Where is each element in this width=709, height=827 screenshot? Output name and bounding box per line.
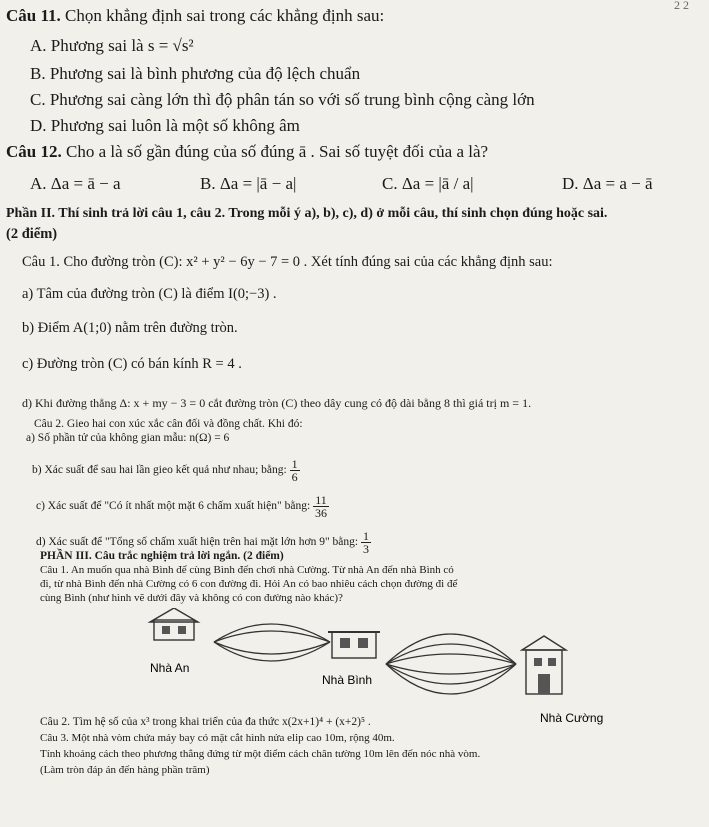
roads-binh-cuong [386,634,516,694]
part2-title: Phần II. Thí sinh trả lời câu 1, câu 2. Trong mỗi ý a), b), c), d) ở mỗi câu, thí sinh chọn đúng hoặc sai. [6,206,608,221]
c1-a: a) Tâm của đường tròn (C) là điểm I(0;−3) . [22,286,277,302]
c2-d-num: 1 [362,529,369,543]
c1-d: d) Khi đường thẳng Δ: x + my − 3 = 0 cắt đường tròn (C) theo dây cung có độ dài bằng 8 thì giá trị m = 1. [22,396,532,410]
q12-option-d: D. Δa = a − ā [562,174,653,193]
p3-q1-line2: đi, từ nhà Bình đến nhà Cường có 6 con đường đi. Hỏi An có bao nhiêu cách chọn đường đi để [40,578,458,590]
q12-text: Cho a là số gần đúng của số đúng ā . Sai số tuyệt đối của a là? [65,142,489,161]
c2-c-den: 36 [315,506,328,520]
q11-option-d: D. Phương sai luôn là một số không âm [30,116,300,135]
c2-b-num: 1 [291,457,298,471]
q12-title: Câu 12. [6,142,62,161]
q12-option-a: A. Δa = ā − a [30,174,121,193]
c2-b-text: b) Xác suất để sau hai lần gieo kết quả như nhau; bằng: [32,464,287,477]
p3-q3-line1: Câu 3. Một nhà vòm chứa máy bay có mặt cắt hình nửa elip cao 10m, rộng 40m. [40,732,395,744]
c1-b: b) Điểm A(1;0) nằm trên đường tròn. [22,320,238,336]
label-nha-binh: Nhà Bình [322,673,373,687]
p3-q1-line1: Câu 1. An muốn qua nhà Bình để cùng Bình đến chơi nhà Cường. Từ nhà An đến nhà Bình có [40,564,454,576]
c2-b-fraction [290,458,300,483]
q11-text: Chọn khẳng định sai trong các khẳng định sau: [65,6,385,25]
house-an-icon [150,608,198,640]
c2-stem: Câu 2. Gieo hai con xúc xắc cân đối và đồng chất. Khi đó: [34,418,303,430]
c2-d-text: d) Xác suất để "Tổng số chấm xuất hiện trên hai mặt lớn hơn 9" bằng: [36,536,359,549]
c2-c-fraction [313,494,329,519]
q11-option-b: B. Phương sai là bình phương của độ lệch chuẩn [30,64,361,83]
q11-title: Câu 11. [6,6,61,25]
p3-q3-line3: (Làm tròn đáp án đến hàng phần trăm) [40,764,210,776]
c1-stem: Câu 1. Cho đường tròn (C): x² + y² − 6y − 7 = 0 . Xét tính đúng sai của các khẳng định sau: [22,254,553,270]
c1-c: c) Đường tròn (C) có bán kính R = 4 . [22,356,242,372]
roads-an-binh [214,624,330,661]
p3-q3-line2: Tính khoảng cách theo phương thẳng đứng từ một điểm cách chân tường 10m lên đến nóc nhà vòm. [40,748,481,760]
part2-points: (2 điểm) [6,226,58,242]
page-marks: 2 2 [674,0,689,12]
c2-a: a) Số phần tử của không gian mẫu: n(Ω) = 6 [26,432,230,444]
label-nha-an: Nhà An [150,661,190,675]
c2-c-text: c) Xác suất để "Có ít nhất một mặt 6 chấm xuất hiện" bằng: [36,500,311,513]
c2-d-fraction [361,530,371,555]
p3-q2: Câu 2. Tìm hệ số của x³ trong khai triển của đa thức x(2x+1)⁴ + (x+2)⁵ . [40,716,371,728]
house-cuong-icon [522,636,566,694]
c2-c-num: 11 [313,494,329,507]
route-figure [140,608,690,733]
q12-line [6,142,488,162]
c2-d-den: 3 [362,542,369,556]
q11-line [6,6,384,26]
q12-option-c: C. Δa = |ā / a| [382,174,474,193]
c2-b [32,458,300,483]
q12-option-b: B. Δa = |ā − a| [200,174,297,193]
c2-b-den: 6 [291,470,298,484]
c2-c [36,494,329,519]
house-binh-icon [328,632,380,658]
q11-option-c: C. Phương sai càng lớn thì độ phân tán so với số trung bình cộng càng lớn [30,90,535,109]
q11-option-a: A. Phương sai là s = √s² [30,36,194,55]
part3-title: PHẦN III. Câu trắc nghiệm trả lời ngắn. (2 điểm) [40,550,284,562]
label-nha-cuong: Nhà Cường [540,711,604,725]
p3-q1-line3: cùng Bình (như hình vẽ dưới đây và không có con đường nào khác)? [40,592,343,604]
